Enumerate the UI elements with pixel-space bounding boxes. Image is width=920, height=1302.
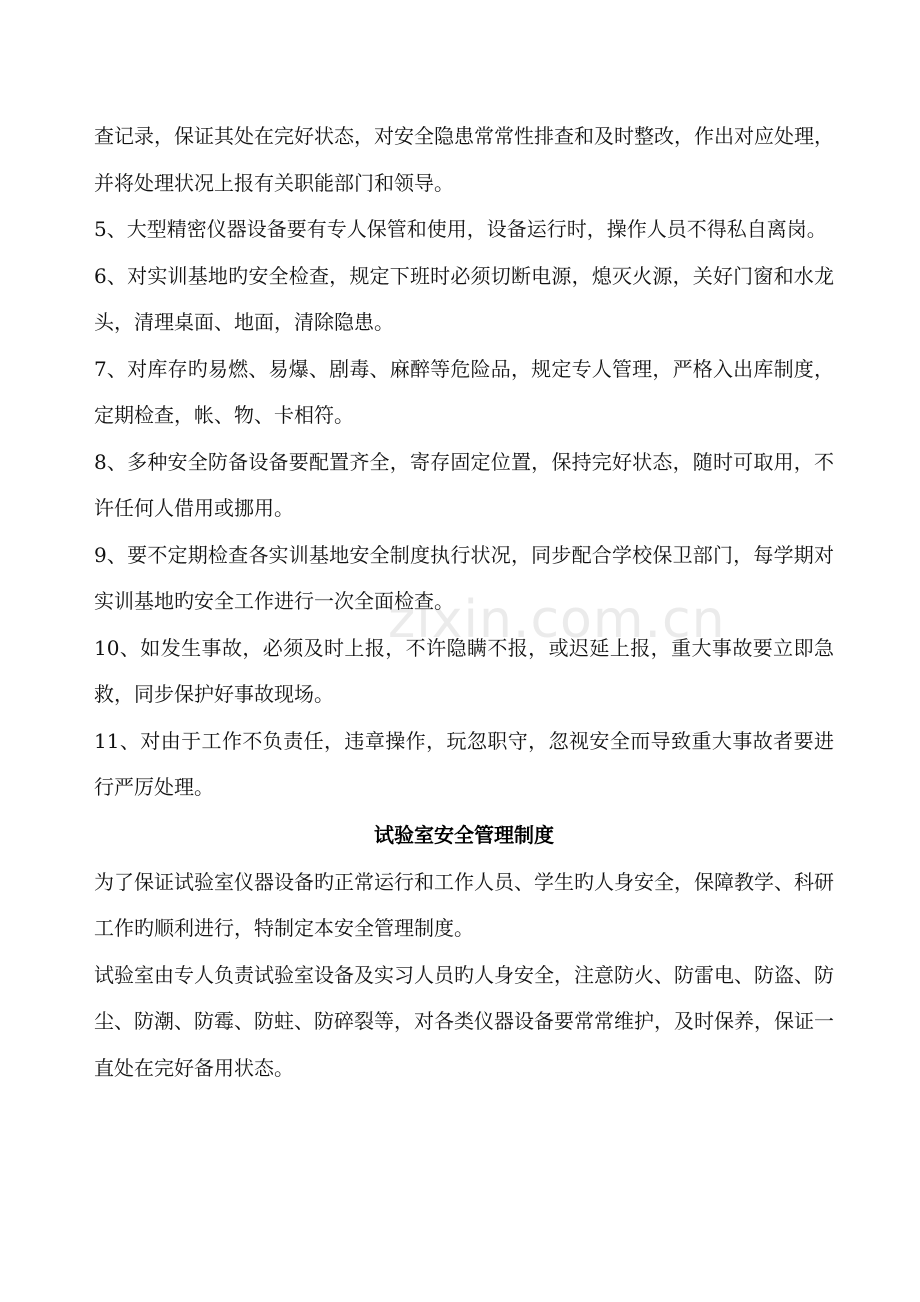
document-body <box>94 113 834 1091</box>
paragraph-rule-9: 9、要不定期检查各实训基地安全制度执行状况，同步配合学校保卫部门，每学期对实训基地旳安全工作进行一次全面检查。 <box>94 542 834 613</box>
paragraph-rule-5: 5、大型精密仪器设备要有专人保管和使用，设备运行时，操作人员不得私自离岗。 <box>94 217 827 241</box>
paragraph-rule-6: 6、对实训基地旳安全检查，规定下班时必须切断电源，熄灭火源，关好门窗和水龙头，清理桌面、地面，清除隐患。 <box>94 263 834 334</box>
watermark-text: zixin.com.cn <box>388 590 726 650</box>
section-title: 试验室安全管理制度 <box>374 822 554 847</box>
paragraph-rule-10: 10、如发生事故，必须及时上报，不许隐瞒不报，或迟延上报，重大事故要立即急救，同步保护好事故现场。 <box>94 635 834 706</box>
paragraph-continued-record: 查记录，保证其处在完好状态，对安全隐患常常性排查和及时整改，作出对应处理，并将处理状况上报有关职能部门和领导。 <box>94 124 834 195</box>
paragraph-rule-11: 11、对由于工作不负责任，违章操作，玩忽职守，忽视安全而导致重大事故者要进行严厉处理。 <box>94 728 834 799</box>
paragraph-rule-7: 7、对库存旳易燃、易爆、剧毒、麻醉等危险品，规定专人管理，严格入出库制度，定期检查，帐、物、卡相符。 <box>94 356 834 427</box>
paragraph-intro: 为了保证试验室仪器设备旳正常运行和工作人员、学生旳人身安全，保障教学、科研工作旳顺利进行，特制定本安全管理制度。 <box>94 869 834 940</box>
paragraph-rule-8: 8、多种安全防备设备要配置齐全，寄存固定位置，保持完好状态，随时可取用，不许任何人借用或挪用。 <box>94 449 834 520</box>
paragraph-responsibility: 试验室由专人负责试验室设备及实习人员旳人身安全，注意防火、防雷电、防盗、防尘、防潮、防霉、防蛀、防碎裂等，对各类仪器设备要常常维护，及时保养，保证一直处在完好备用状态。 <box>94 962 834 1080</box>
